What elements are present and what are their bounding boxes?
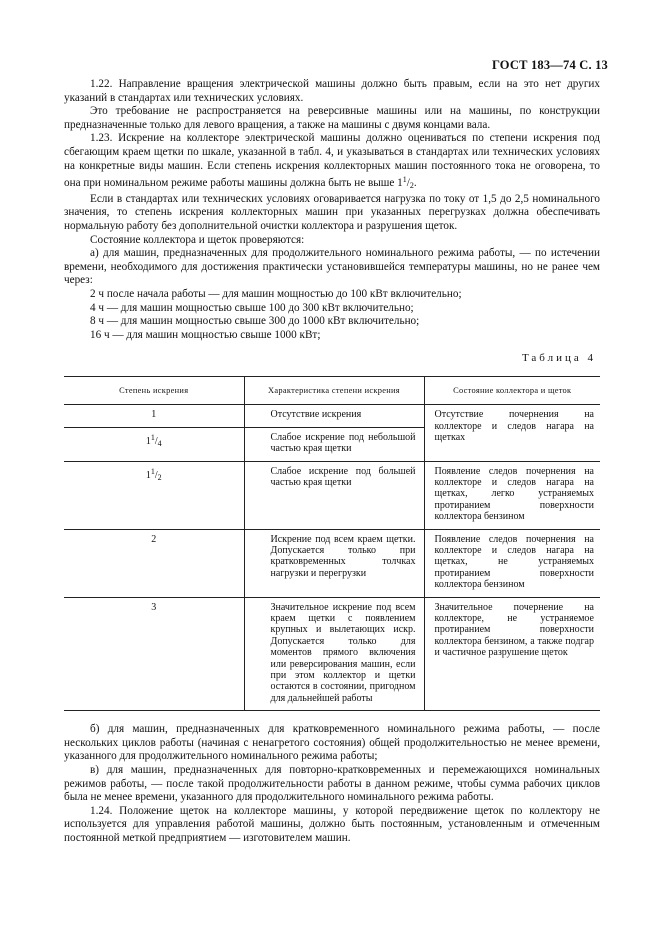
paragraph-1-23-text: 1.23. Искрение на коллекторе электрической машины должно оцениваться по степени искрения под сбегающим краем щетки по шкале, указанной в табл. 4, и указываться в стандартах или технических условиях на конкретные виды машин. Если степень искрения коллекторных машин постоянного тока не оговорена, то она при номинальном режиме работы машины должна быть не выше 1 [64, 132, 600, 190]
power-line-1: 2 ч после начала работы — для машин мощностью до 100 кВт включительно; [90, 287, 462, 300]
fraction-slash: / [406, 177, 410, 190]
characteristic-cell: Значительное искрение под всем краем щетки с появлением крупных и вылетающих искр. Допускается только для моментов прямого включения или реверсирования машин, если при этом коллектор и щетки остаются в состоянии, пригодном для дальнейшей работы [244, 597, 424, 711]
header-degree: Степень искрения [64, 376, 244, 404]
fraction-denominator: 2 [409, 181, 414, 191]
degree-cell: 3 [64, 597, 244, 711]
characteristic-cell: Слабое искрение под большей частью края щетки [244, 461, 424, 529]
degree-denominator: 4 [157, 438, 162, 448]
paragraph-1-23-check: Состояние коллектора и щеток проверяются: [90, 233, 305, 246]
paragraph-item-b: б) для машин, предназначенных для кратковременного номинального режима работы, — после нескольких циклов работы (начиная с ненагретого состояния) общей продолжительностью не менее времени, указанного для продолжительного номинального режима работы; [64, 723, 600, 763]
state-cell: Значительное почернение на коллекторе, не устраняемое протиранием поверхности коллектора бензином, а также подгар и частичное разрушение щеток [424, 597, 600, 711]
state-cell: Появление следов почернения на коллекторе и следов нагара на щетках, легко устраняемых протиранием поверхности коллектора бензином [424, 461, 600, 529]
fraction-numerator: 1 [402, 175, 407, 185]
paragraph-item-v: в) для машин, предназначенных для повторно-кратковременных и перемежающихся номинальных режимов работы, — после такой продолжительности работы в данном режиме, чтобы сумма рабочих циклов была не менее времени, указанного для продолжительного номинального режима работы. [64, 764, 600, 804]
paragraph-1-23-end: . [413, 177, 417, 190]
degree-numerator: 1 [150, 466, 155, 476]
state-cell: Появление следов почернения на коллекторе и следов нагара на щетках, не устраняемых протиранием поверхности коллектора бензином [424, 529, 600, 597]
degree-cell: $1^1/_2$ [64, 461, 244, 529]
degree-cell: 1 [64, 405, 244, 427]
header-characteristic: Характеристика степени искрения [244, 376, 424, 404]
degree-cell: 2 [64, 529, 244, 597]
paragraph-1-23 [64, 132, 600, 192]
after-table-section [64, 723, 600, 845]
paragraph-1-23-overload: Если в стандартах или технических условиях оговаривается нагрузка по току от 1,5 до 2,5 номинального значения, то степень искрения коллекторных машин при указанных перегрузках должна обеспечивать нормальную работу без дополнительной очистки коллектора и разрушения щеток. [64, 192, 600, 232]
power-line-3: 8 ч — для машин мощностью свыше 300 до 1000 кВт включительно; [90, 315, 420, 328]
table-caption: Таблица 4 [521, 352, 596, 365]
characteristic-cell: Отсутствие искрения [244, 405, 424, 427]
characteristic-cell: Слабое искрение под небольшой частью края щетки [244, 427, 424, 461]
paragraph-1-24: 1.24. Положение щеток на коллекторе машины, у которой передвижение щеток по коллектору не используется для управления работой машины, должно быть постоянным, установленным и отмеченным постоянной меткой предприятием — изготовителем машин. [64, 804, 600, 844]
table-row [64, 529, 600, 597]
degree-denominator: 2 [157, 472, 162, 482]
power-line-2: 4 ч — для машин мощностью свыше 100 до 300 кВт включительно; [90, 301, 414, 314]
paragraph-1-22: 1.22. Направление вращения электрической машины должно быть правым, если на это нет других указаний в стандартах или технических условиях. [64, 78, 600, 104]
degree-whole: 1 [145, 469, 151, 481]
paragraph-1-22-note: Это требование не распространяется на реверсивные машины или на машины, по конструкции предназначенные только для левого вращения, а также на машины с двумя концами вала. [64, 105, 600, 131]
power-line-4: 16 ч — для машин мощностью свыше 1000 кВт; [90, 328, 321, 341]
page-header: ГОСТ 183—74 С. 13 [491, 58, 608, 72]
paragraph-item-a: а) для машин, предназначенных для продолжительного номинального режима работы, — по истечении времени, необходимого для достижения практически установившейся температуры машины, но не ранее чем через: [64, 247, 600, 287]
state-cell: Отсутствие почернения на коллекторе и следов нагара на щетках [424, 405, 600, 461]
table-row [64, 461, 600, 529]
degree-whole: 1 [145, 435, 151, 447]
characteristic-cell: Искрение под всем краем щетки. Допускается только при кратковременных толчках нагрузки и перегрузки [244, 529, 424, 597]
sparking-table [64, 376, 600, 711]
degree-numerator: 1 [150, 432, 155, 442]
header-state: Состояние коллектора и щеток [424, 376, 600, 404]
degree-cell: $1^1/_4$ [64, 427, 244, 461]
table-row [64, 597, 600, 711]
document-body [64, 78, 600, 846]
table-header-row [64, 376, 600, 404]
table-row [64, 405, 600, 427]
